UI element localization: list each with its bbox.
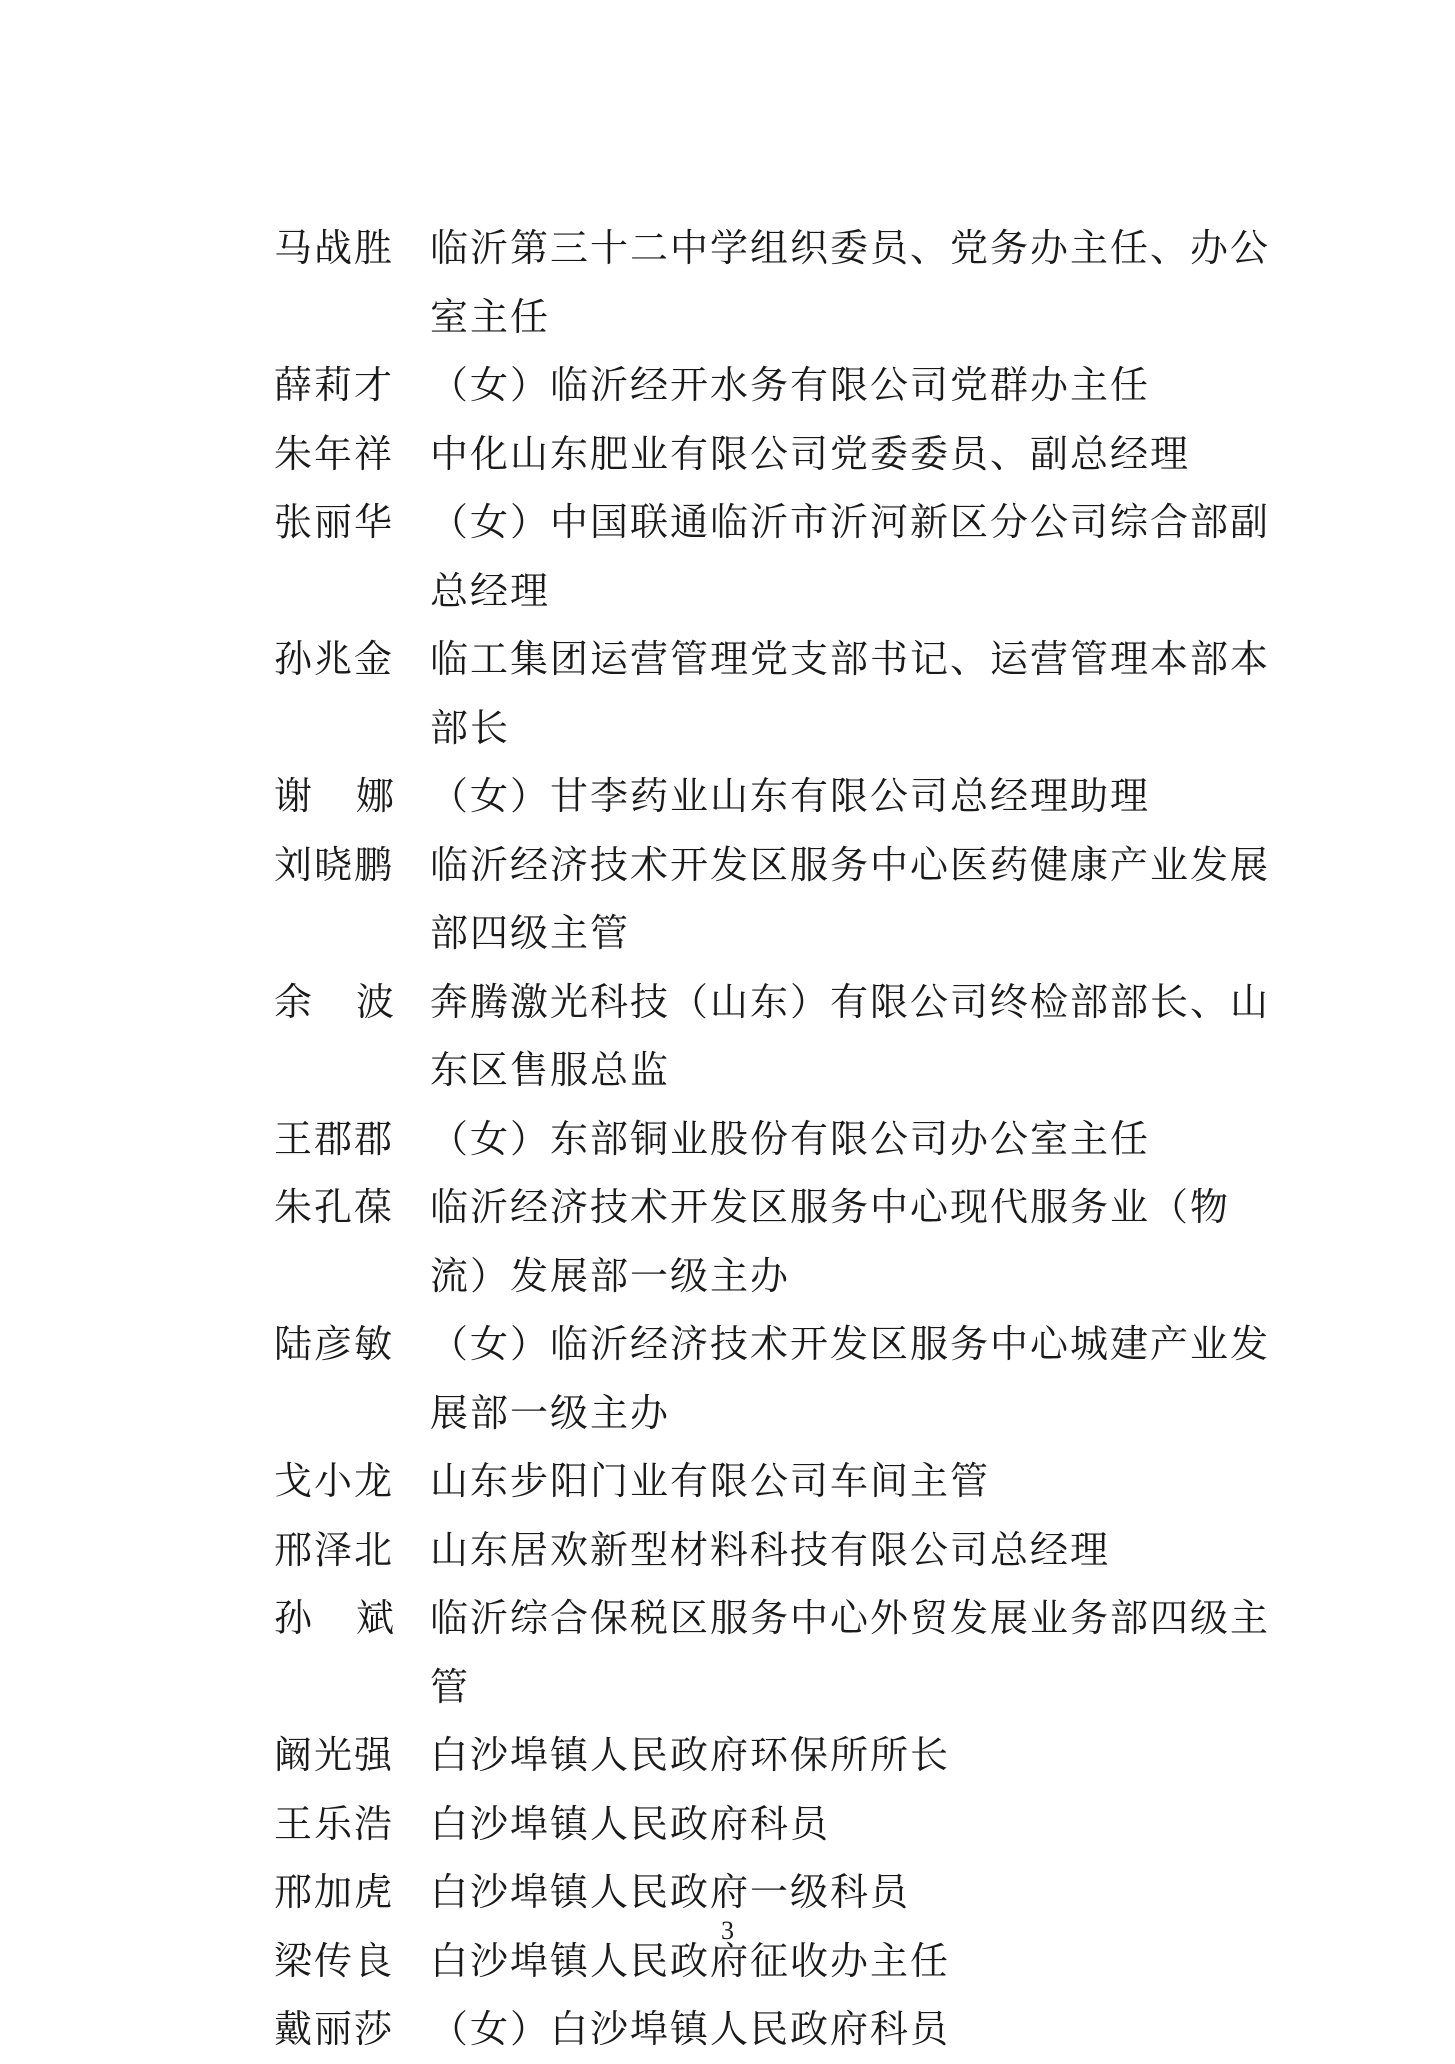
person-name: 戈小龙 (274, 1459, 395, 1503)
person-role: 临沂第三十二中学组织委员、党务办主任、办公室主任 (430, 226, 1271, 339)
person-name: 薛莉才 (274, 363, 395, 407)
list-item (274, 1310, 1284, 1447)
person-role: 白沙埠镇人民政府一级科员 (430, 1870, 911, 1914)
person-role: 临工集团运营管理党支部书记、运营管理本部本部长 (430, 637, 1271, 750)
list-item (274, 1173, 1284, 1310)
list-item (274, 968, 1284, 1105)
person-name: 邢泽北 (274, 1527, 395, 1572)
list-item (274, 1105, 1284, 1174)
list-item (274, 488, 1284, 625)
list-item (274, 1995, 1284, 2064)
name-list (274, 214, 1284, 2064)
person-role: （女）临沂经开水务有限公司党群办主任 (430, 363, 1151, 407)
person-name: 阚光强 (274, 1733, 395, 1777)
person-name-first-char: 孙 (274, 1596, 313, 1640)
person-role: （女）临沂经济技术开发区服务中心城建产业发展部一级主办 (430, 1322, 1271, 1435)
person-role: 白沙埠镇人民政府环保所所长 (430, 1733, 951, 1777)
person-role: 奔腾激光科技（山东）有限公司终检部部长、山东区售服总监 (430, 979, 1271, 1092)
person-name: 戴丽莎 (274, 2007, 395, 2051)
person-name-first-char: 谢 (274, 774, 313, 818)
person-name-last-char: 波 (355, 979, 394, 1024)
person-name: 孙兆金 (274, 637, 395, 681)
person-name (274, 1584, 394, 1653)
person-name-first-char: 余 (274, 979, 313, 1024)
list-item (274, 420, 1284, 489)
person-role: 白沙埠镇人民政府征收办主任 (430, 1938, 951, 1983)
list-item (274, 625, 1284, 762)
person-role: 临沂经济技术开发区服务中心医药健康产业发展部四级主管 (430, 842, 1271, 955)
person-role: 中化山东肥业有限公司党委委员、副总经理 (430, 431, 1191, 476)
person-name (274, 762, 394, 831)
person-name: 朱年祥 (274, 431, 395, 476)
person-name: 梁传良 (274, 1938, 395, 1983)
person-role: 临沂经济技术开发区服务中心现代服务业（物流）发展部一级主办 (430, 1185, 1231, 1298)
person-role: （女）东部铜业股份有限公司办公室主任 (430, 1116, 1151, 1161)
list-item (274, 351, 1284, 420)
person-name: 王郡郡 (274, 1116, 395, 1161)
person-name: 马战胜 (274, 226, 395, 270)
person-name: 朱孔葆 (274, 1185, 395, 1229)
person-name: 王乐浩 (274, 1801, 395, 1846)
list-item (274, 762, 1284, 831)
person-role: （女）白沙埠镇人民政府科员 (430, 2007, 951, 2051)
list-item (274, 1584, 1284, 1721)
person-name: 刘晓鹏 (274, 842, 395, 887)
person-name (274, 968, 394, 1037)
person-name: 邢加虎 (274, 1870, 395, 1914)
person-role: 白沙埠镇人民政府科员 (430, 1801, 831, 1846)
person-name-last-char: 娜 (355, 774, 394, 818)
person-role: 临沂综合保税区服务中心外贸发展业务部四级主管 (430, 1596, 1271, 1709)
person-name: 陆彦敏 (274, 1322, 395, 1366)
list-item (274, 1516, 1284, 1585)
person-role: 山东步阳门业有限公司车间主管 (430, 1459, 991, 1503)
list-item (274, 1447, 1284, 1516)
person-name-last-char: 斌 (355, 1596, 394, 1640)
person-name: 张丽华 (274, 500, 395, 544)
person-role: （女）中国联通临沂市沂河新区分公司综合部副总经理 (430, 500, 1271, 613)
list-item (274, 214, 1284, 351)
list-item (274, 831, 1284, 968)
person-role: 山东居欢新型材料科技有限公司总经理 (430, 1527, 1111, 1572)
list-item (274, 1721, 1284, 1790)
list-item (274, 1790, 1284, 1859)
person-role: （女）甘李药业山东有限公司总经理助理 (430, 774, 1151, 818)
page-number: 3 (721, 1916, 734, 1945)
